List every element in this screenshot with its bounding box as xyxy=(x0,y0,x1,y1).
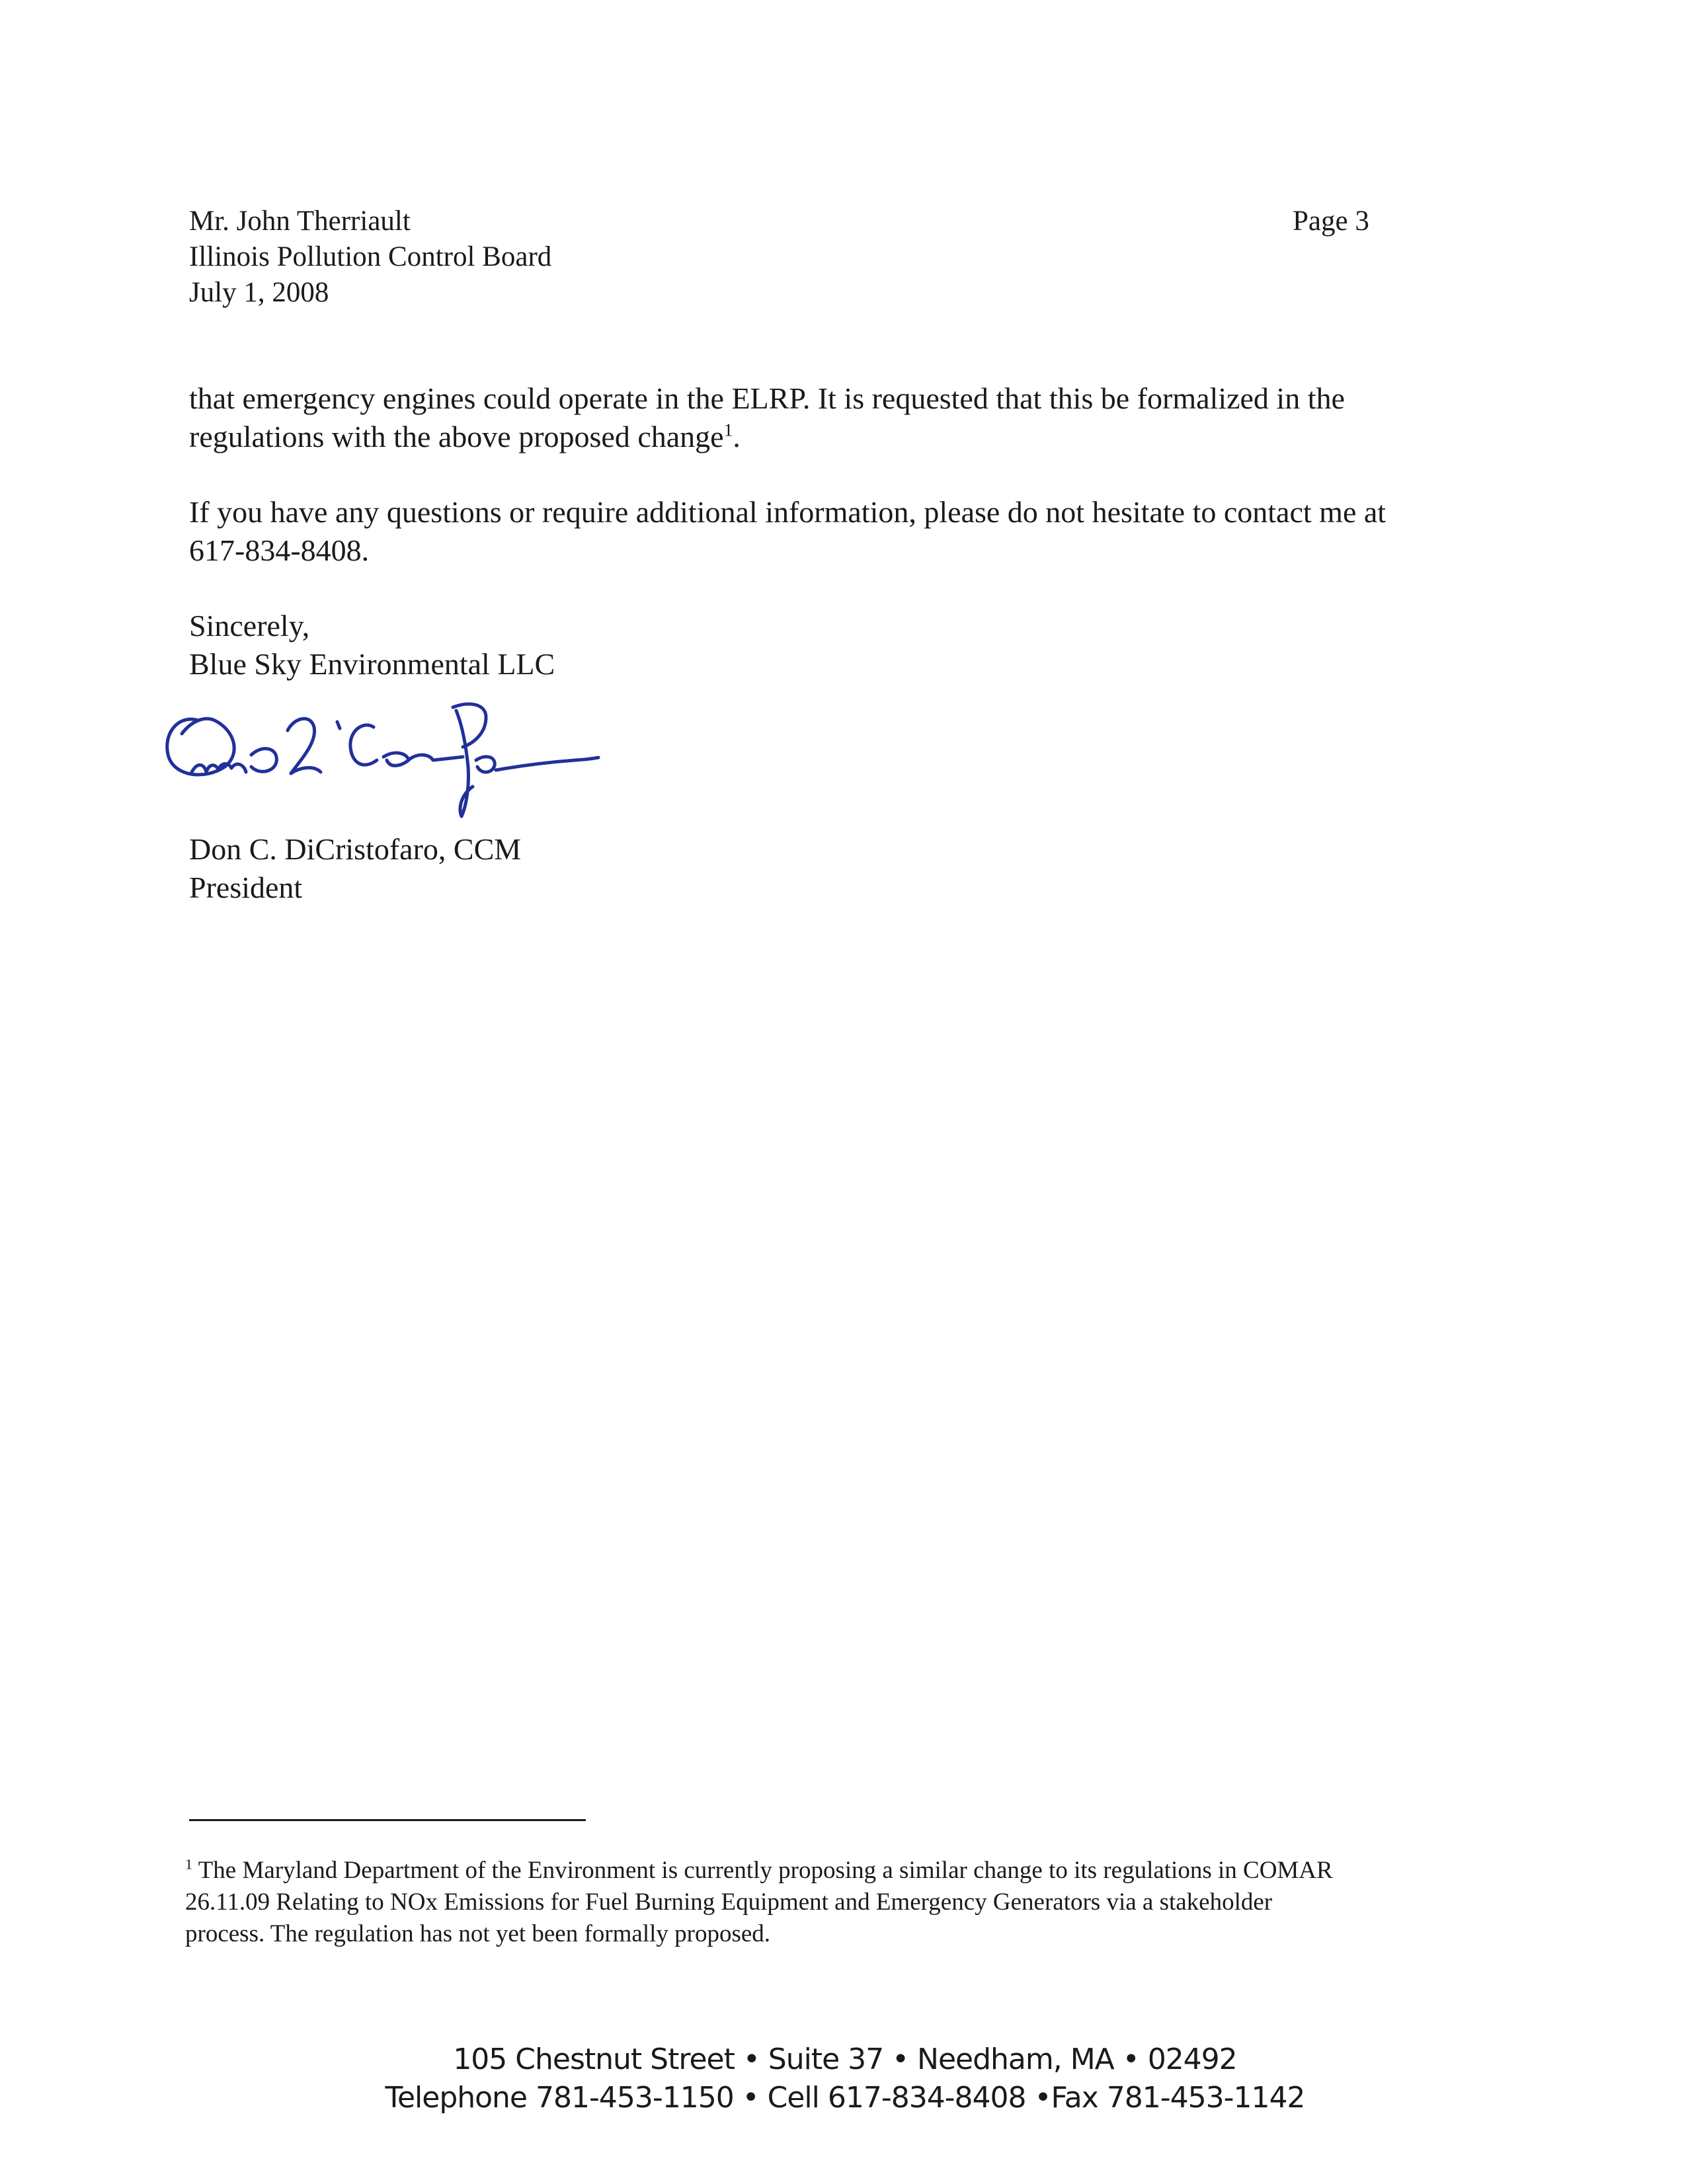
paragraph-2-line-2: 617-834-8408. xyxy=(189,533,370,567)
footnote-reference: 1 xyxy=(723,419,733,440)
letterhead-contact: Telephone 781-453-1150 • Cell 617-834-8408 •Fax 781-453-1142 xyxy=(385,2081,1305,2115)
paragraph-1-line-2: regulations with the above proposed change$^1$. xyxy=(189,419,741,453)
footnote-line-1: $^1$ The Maryland Department of the Environment is currently proposing a similar change to its regulations in COMAR xyxy=(185,1855,1333,1884)
footnote-line-2: 26.11.09 Relating to NOx Emissions for Fuel Burning Equipment and Emergency Generators via a stakeholder xyxy=(185,1889,1273,1916)
footnote-separator xyxy=(189,1819,586,1821)
recipient-name: Mr. John Therriault xyxy=(189,206,411,237)
page-number: Page 3 xyxy=(1293,206,1369,237)
letterhead-address: 105 Chestnut Street • Suite 37 • Needham, MA • 02492 xyxy=(453,2043,1237,2076)
recipient-organization: Illinois Pollution Control Board xyxy=(189,241,552,272)
footnote-line-3: process. The regulation has not yet been formally proposed. xyxy=(185,1920,771,1947)
paragraph-1-line-1: that emergency engines could operate in the ELRP. It is requested that this be formalized in the xyxy=(189,381,1345,415)
paragraph-2-line-1: If you have any questions or require additional information, please do not hesitate to contact me at xyxy=(189,495,1387,529)
signer-title: President xyxy=(189,871,303,904)
handwritten-signature xyxy=(152,694,602,833)
letter-date: July 1, 2008 xyxy=(189,277,329,308)
footnote-number: 1 xyxy=(185,1855,193,1873)
closing-salutation: Sincerely, xyxy=(189,609,310,643)
signer-name: Don C. DiCristofaro, CCM xyxy=(189,832,522,866)
company-name: Blue Sky Environmental LLC xyxy=(189,647,555,681)
